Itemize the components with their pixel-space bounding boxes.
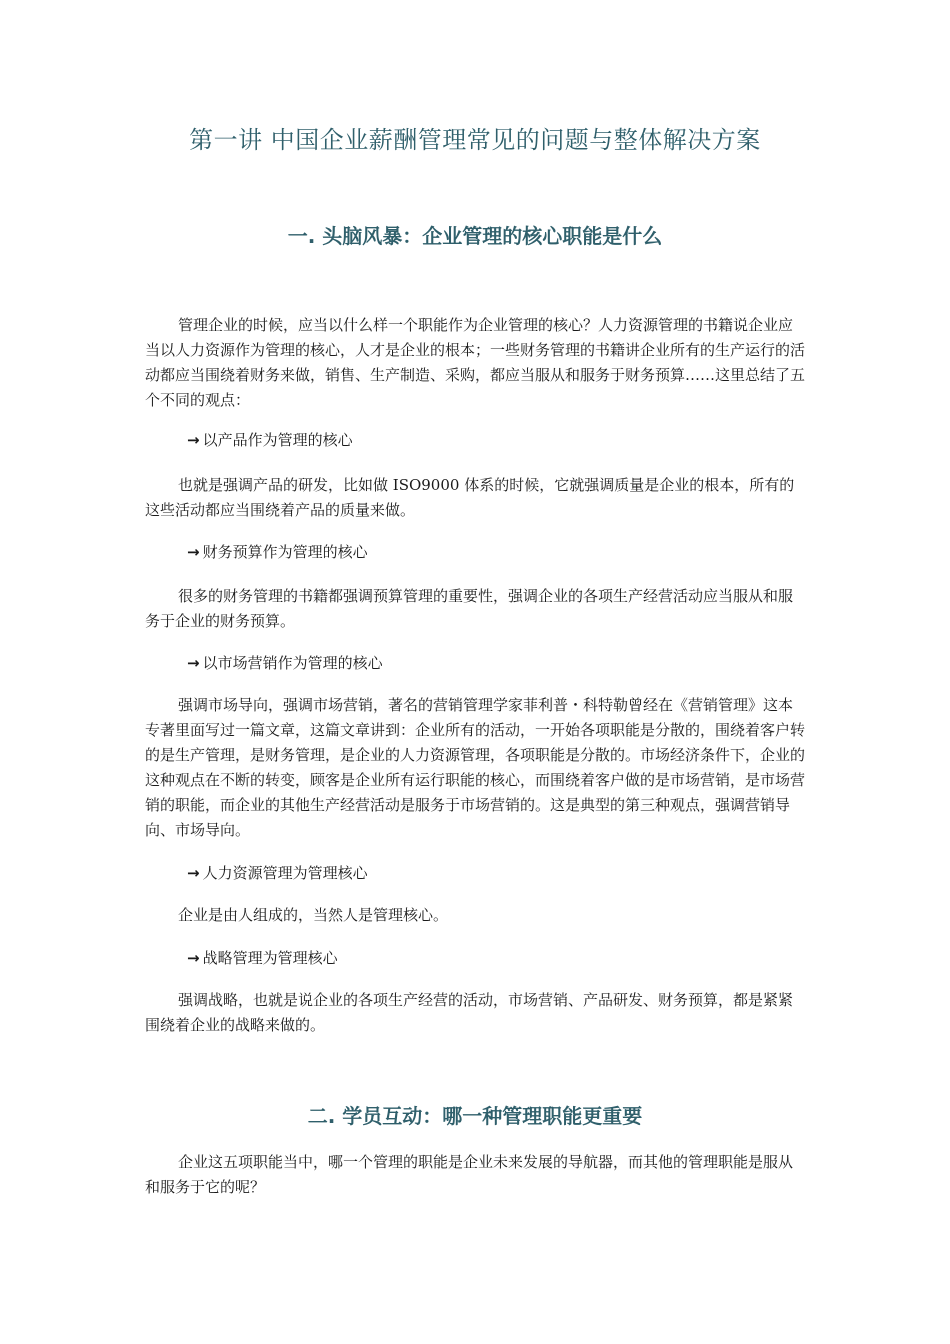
point-5-body: 强调战略，也就是说企业的各项生产经营的活动，市场营销、产品研发、财务预算，都是紧紧围绕着企业的战略来做的。 (145, 991, 794, 1034)
point-4-body: 企业是由人组成的，当然人是管理核心。 (178, 906, 449, 924)
point-1-title-text: 以产品作为管理的核心 (202, 431, 353, 449)
point-1-title (187, 428, 353, 453)
section-1-intro: 管理企业的时候，应当以什么样一个职能作为企业管理的核心？人力资源管理的书籍说企业应当以人力资源作为管理的核心，人才是企业的根本；一些财务管理的书籍讲企业所有的生产运行的活动都应当围绕着财务来做，销售、生产制造、采购，都应当服从和服务于财务预算……这里总结了五个不同的观点： (145, 316, 806, 409)
point-3-title-text: 以市场营销作为管理的核心 (202, 654, 383, 672)
section-1-heading: 一. 头脑风暴：企业管理的核心职能是什么 (287, 224, 663, 248)
document-title: 第一讲 中国企业薪酬管理常见的问题与整体解决方案 (189, 126, 761, 154)
point-2-title-text: 财务预算作为管理的核心 (202, 543, 368, 561)
section-2-body: 企业这五项职能当中，哪一个管理的职能是企业未来发展的导航器，而其他的管理职能是服从和服务于它的呢？ (145, 1153, 794, 1196)
right-arrow-icon: → (187, 543, 200, 561)
point-1-body: 也就是强调产品的研发，比如做 ISO9000 体系的时候，它就强调质量是企业的根本，所有的这些活动都应当围绕着产品的质量来做。 (145, 476, 795, 519)
point-2-title (187, 540, 368, 565)
right-arrow-icon: → (187, 654, 200, 672)
point-5-title (187, 946, 338, 971)
right-arrow-icon: → (187, 864, 200, 882)
point-2-body: 很多的财务管理的书籍都强调预算管理的重要性，强调企业的各项生产经营活动应当服从和服务于企业的财务预算。 (145, 587, 794, 630)
point-4-title (187, 861, 368, 886)
point-3-title (187, 651, 383, 676)
section-2-heading: 二. 学员互动：哪一种管理职能更重要 (307, 1104, 643, 1128)
point-5-title-text: 战略管理为管理核心 (202, 949, 338, 967)
point-3-body: 强调市场导向，强调市场营销，著名的营销管理学家菲利普・科特勒曾经在《营销管理》这本专著里面写过一篇文章，这篇文章讲到：企业所有的活动，一开始各项职能是分散的，围绕着客户转的是生产管理，是财务管理，是企业的人力资源管理，各项职能是分散的。市场经济条件下，企业的这种观点在不断的转变，顾客是企业所有运行职能的核心，而围绕着客户做的是市场营销，是市场营销的职能，而企业的其他生产经营活动是服务于市场营销的。这是典型的第三种观点，强调营销导向、市场导向。 (145, 696, 806, 839)
right-arrow-icon: → (187, 949, 200, 967)
right-arrow-icon: → (187, 431, 200, 449)
point-4-title-text: 人力资源管理为管理核心 (202, 864, 368, 882)
